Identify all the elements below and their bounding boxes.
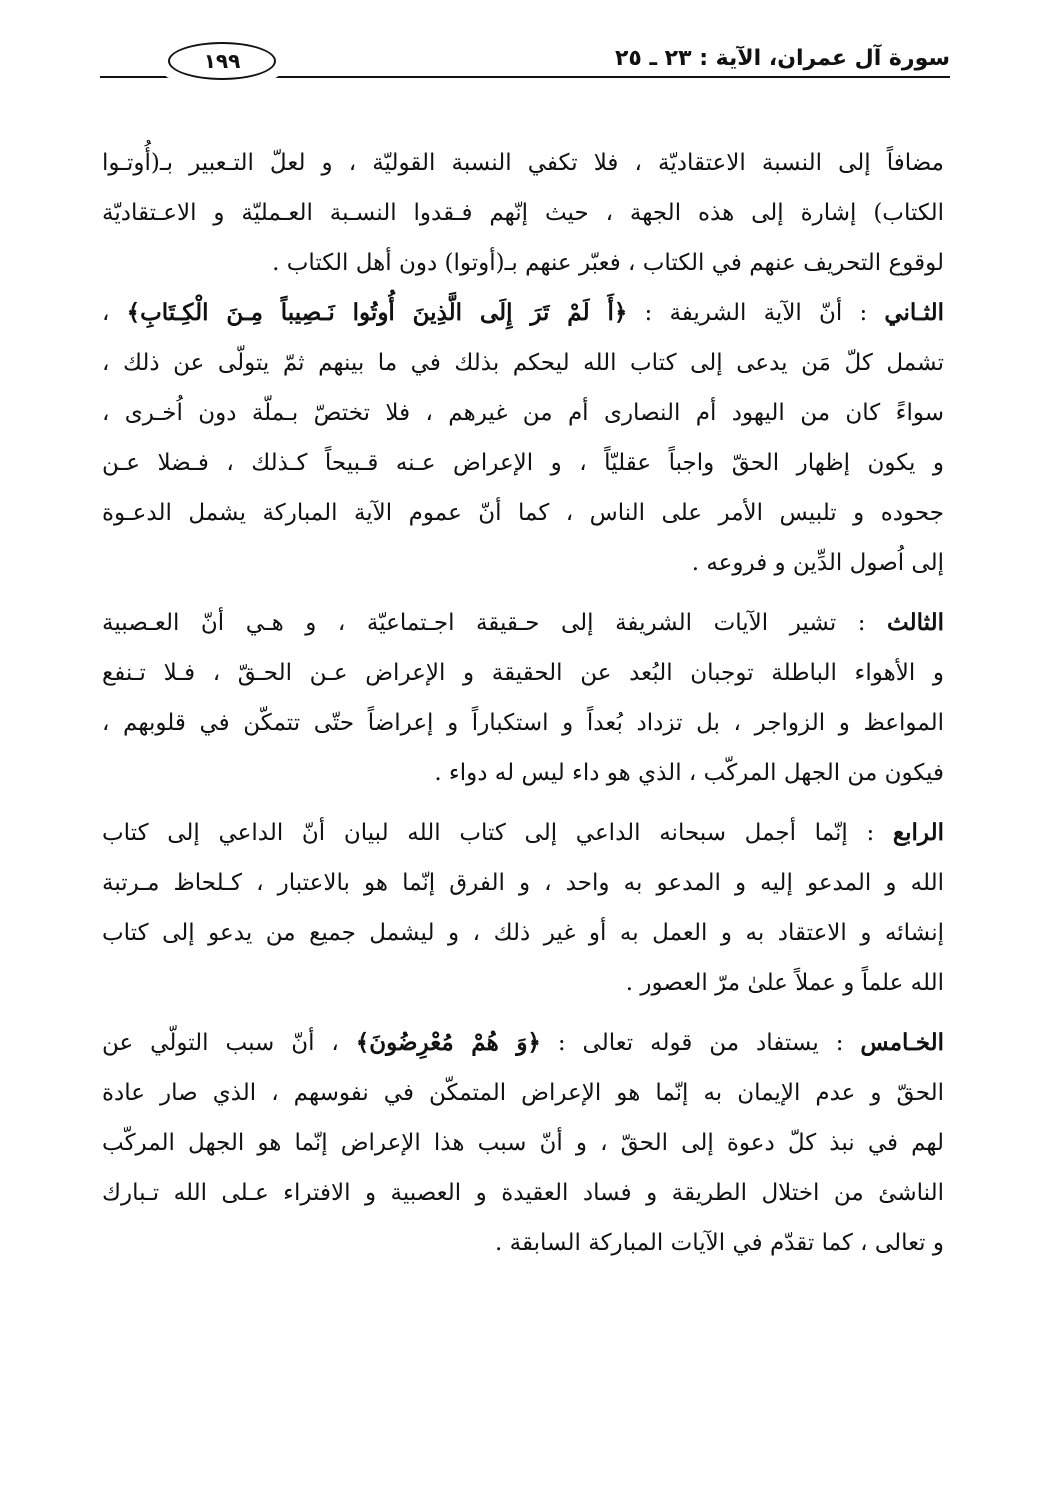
text-line <box>102 1168 944 1218</box>
text-line <box>102 138 944 188</box>
text-line <box>102 1018 944 1068</box>
text-line <box>102 908 944 958</box>
line-text: و الأهواء الباطلة توجبان البُعد عن الحقيقة و الإعراض عـن الحـقّ ، فـلا تـنفع <box>102 660 944 686</box>
text-line <box>102 388 944 438</box>
line-text: جحوده و تلبيس الأمر على الناس ، كما أنّ عموم الآية المباركة يشمل الدعـوة <box>102 500 944 526</box>
line-text: الله و المدعو إليه و المدعو به واحد ، و الفرق إنّما هو بالاعتبار ، كـلحاظ مـرتبة <box>102 870 944 896</box>
text-line <box>102 538 944 588</box>
page-header <box>100 40 950 90</box>
text-line <box>102 338 944 388</box>
line-text: سواءً كان من اليهود أم النصارى أم من غيرهم ، فلا تختصّ بـملّة دون اُخـرى ، <box>102 400 944 426</box>
section-lead: الثالث <box>887 609 944 636</box>
line-text: الناشئ من اختلال الطريقة و فساد العقيدة و العصبية و الافتراء عـلى الله تـبارك <box>102 1180 944 1206</box>
body-text <box>102 138 944 1268</box>
line-text: : تشير الآيات الشريفة إلى حـقيقة اجـتماعيّة ، و هـي أنّ العـصبية <box>102 610 888 636</box>
line-text: لوقوع التحريف عنهم في الكتاب ، فعبّر عنهم بـ(أوتوا) دون أهل الكتاب . <box>272 250 944 276</box>
surah-verse-title: سورة آل عمران، الآية : ٢٣ ـ ٢٥ <box>614 46 950 71</box>
text-line <box>102 188 944 238</box>
quran-verse: ﴿وَ هُمْ مُعْرِضُونَ﴾ <box>355 1029 541 1056</box>
text-line <box>102 238 944 288</box>
text-line <box>102 1218 944 1268</box>
section-lead: الثـاني <box>884 299 944 326</box>
line-text: إلى اُصول الدِّين و فروعه . <box>691 550 944 576</box>
line-text: : إنّما أجمل سبحانه الداعي إلى كتاب الله لبيان أنّ الداعي إلى كتاب <box>102 820 893 846</box>
line-text: تشمل كلّ مَن يدعى إلى كتاب الله ليحكم بذلك في ما بينهم ثمّ يتولّى عن ذلك ، <box>102 350 944 376</box>
line-text: الله علماً و عملاً علىٰ مرّ العصور . <box>625 970 944 996</box>
text-line <box>102 488 944 538</box>
text-line <box>102 958 944 1008</box>
text-line <box>102 1068 944 1118</box>
page-number: ١٩٩ <box>203 49 241 73</box>
text-line <box>102 858 944 908</box>
line-tail: ، <box>102 300 127 326</box>
text-line <box>102 648 944 698</box>
text-line <box>102 698 944 748</box>
line-tail: ، أنّ سبب التولّي عن <box>102 1030 356 1056</box>
line-text: فيكون من الجهل المركّب ، الذي هو داء ليس له دواء . <box>434 760 944 786</box>
section-lead: الخـامس <box>860 1029 944 1056</box>
text-line <box>102 808 944 858</box>
text-line <box>102 1118 944 1168</box>
line-text: : أنّ الآية الشريفة : <box>627 300 885 326</box>
text-line <box>102 598 944 648</box>
line-text: : يستفاد من قوله تعالى : <box>540 1030 861 1056</box>
line-text: المواعظ و الزواجر ، بل تزداد بُعداً و استكباراً و إعراضاً حتّى تتمكّن في قلوبهم ، <box>102 710 944 736</box>
line-text: الحقّ و عدم الإيمان به إنّما هو الإعراض المتمكّن في نفوسهم ، الذي صار عادة <box>102 1080 944 1106</box>
line-text: الكتاب) إشارة إلى هذه الجهة ، حيث إنّهم فـقدوا النسـبة العـمليّة و الاعـتقاديّة <box>102 200 944 226</box>
quran-verse: ﴿أَ لَمْ تَرَ إِلَى الَّذِينَ أُوتُوا نَـصِيباً مِـنَ الْكِـتَابِ﴾ <box>126 299 628 326</box>
line-text: إنشائه و الاعتقاد به و العمل به أو غير ذلك ، و ليشمل جميع من يدعو إلى كتاب <box>102 920 944 946</box>
section-lead: الرابع <box>892 819 944 846</box>
text-line <box>102 438 944 488</box>
page-number-badge <box>168 42 276 80</box>
text-line <box>102 288 944 338</box>
line-text: و تعالى ، كما تقدّم في الآيات المباركة السابقة . <box>495 1230 944 1256</box>
line-text: لهم في نبذ كلّ دعوة إلى الحقّ ، و أنّ سبب هذا الإعراض إنّما هو الجهل المركّب <box>102 1130 944 1156</box>
text-line <box>102 748 944 798</box>
line-text: مضافاً إلى النسبة الاعتقاديّة ، فلا تكفي النسبة القوليّة ، و لعلّ التـعبير بـ(أُوتـوا <box>102 150 944 176</box>
line-text: و يكون إظهار الحقّ واجباً عقليّاً ، و الإعراض عـنه قـبيحاً كـذلك ، فـضلا عـن <box>102 450 944 476</box>
